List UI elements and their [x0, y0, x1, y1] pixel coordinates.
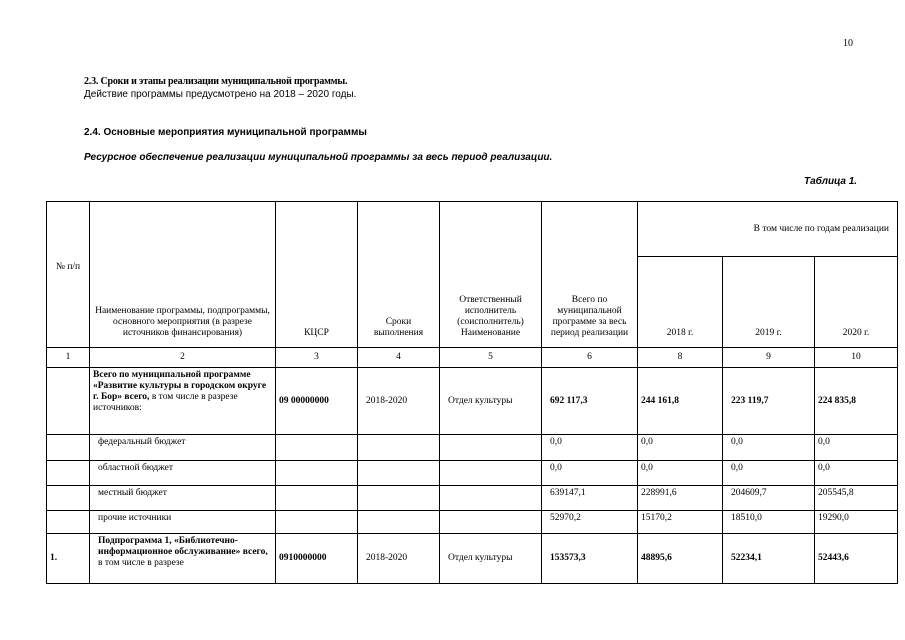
- header-name: Наименование программы, подпрограммы, основного мероприятия (в разрезе источников финансирования): [90, 202, 276, 348]
- table-row: [47, 461, 898, 486]
- row-responsible: [440, 486, 542, 511]
- row-total: 0,0: [542, 461, 638, 486]
- row-num: [47, 461, 90, 486]
- row-2020: 0,0: [815, 435, 898, 461]
- row-terms: [358, 435, 440, 461]
- row-kcsr: 09 00000000: [276, 368, 358, 435]
- column-number: 9: [723, 348, 815, 368]
- row-2020: 224 835,8: [815, 368, 898, 435]
- row-name: федеральный бюджет: [90, 435, 276, 461]
- column-number: 6: [542, 348, 638, 368]
- header-row: [47, 202, 898, 257]
- row-name-bold: Подпрограмма 1, «Библиотечно-информационное обслуживание» всего,: [98, 536, 268, 557]
- header-responsible: Ответственный исполнитель (соисполнитель) Наименование: [440, 202, 542, 348]
- column-number: 8: [638, 348, 723, 368]
- row-kcsr: [276, 461, 358, 486]
- row-responsible: [440, 511, 542, 534]
- row-terms: [358, 461, 440, 486]
- row-name-rest: в том числе в разрезе источников:: [93, 392, 238, 413]
- table-row: [47, 486, 898, 511]
- column-number: 2: [90, 348, 276, 368]
- column-number: 3: [276, 348, 358, 368]
- header-total: Всего по муниципальной программе за весь период реализации: [542, 202, 638, 348]
- page-number: 10: [843, 38, 853, 49]
- header-kcsr: КЦСР: [276, 202, 358, 348]
- row-2019: 223 119,7: [723, 368, 815, 435]
- row-2020: 205545,8: [815, 486, 898, 511]
- row-responsible: [440, 435, 542, 461]
- row-total: 0,0: [542, 435, 638, 461]
- row-name: местный бюджет: [90, 486, 276, 511]
- column-numbers-row: [47, 348, 898, 368]
- row-2018: 0,0: [638, 435, 723, 461]
- resource-caption: Ресурсное обеспечение реализации муниципальной программы за весь период реализации.: [84, 152, 553, 163]
- row-2018: 244 161,8: [638, 368, 723, 435]
- row-name-bold: Всего по муниципальной программе «Развитие культуры в городском округе г. Бор» всего,: [93, 370, 267, 402]
- column-number: 5: [440, 348, 542, 368]
- row-2020: 52443,6: [815, 534, 898, 584]
- row-2019: 0,0: [723, 435, 815, 461]
- row-responsible: Отдел культуры: [440, 534, 542, 584]
- table-row: [47, 368, 898, 435]
- row-terms: [358, 486, 440, 511]
- row-2019: 52234,1: [723, 534, 815, 584]
- row-total: 639147,1: [542, 486, 638, 511]
- row-name: [90, 534, 276, 584]
- resource-table: [46, 201, 898, 584]
- row-responsible: Отдел культуры: [440, 368, 542, 435]
- row-terms: [358, 511, 440, 534]
- row-2018: 48895,6: [638, 534, 723, 584]
- header-years-group: В том числе по годам реализации: [638, 202, 898, 257]
- section-2-4-heading: 2.4. Основные мероприятия муниципальной программы: [84, 127, 367, 138]
- row-2019: 0,0: [723, 461, 815, 486]
- row-num: 1.: [47, 534, 90, 584]
- row-kcsr: 0910000000: [276, 534, 358, 584]
- row-kcsr: [276, 435, 358, 461]
- table-row: [47, 534, 898, 584]
- row-name: [90, 368, 276, 435]
- row-2019: 204609,7: [723, 486, 815, 511]
- row-num: [47, 368, 90, 435]
- column-number: 1: [47, 348, 90, 368]
- row-2019: 18510,0: [723, 511, 815, 534]
- row-2020: 0,0: [815, 461, 898, 486]
- row-terms: 2018-2020: [358, 368, 440, 435]
- row-name: прочие источники: [90, 511, 276, 534]
- row-2018: 228991,6: [638, 486, 723, 511]
- row-2018: 0,0: [638, 461, 723, 486]
- section-2-3-heading: 2.3. Сроки и этапы реализации муниципальной программы.: [84, 76, 348, 87]
- column-number: 10: [815, 348, 898, 368]
- row-num: [47, 435, 90, 461]
- column-number: 4: [358, 348, 440, 368]
- row-total: 52970,2: [542, 511, 638, 534]
- header-year-2018: 2018 г.: [638, 257, 723, 348]
- table-row: [47, 511, 898, 534]
- header-year-2020: 2020 г.: [815, 257, 898, 348]
- header-num: № п/п: [47, 202, 90, 348]
- row-name: областной бюджет: [90, 461, 276, 486]
- row-terms: 2018-2020: [358, 534, 440, 584]
- row-2018: 15170,2: [638, 511, 723, 534]
- table-caption: Таблица 1.: [804, 176, 858, 187]
- row-2020: 19290,0: [815, 511, 898, 534]
- table-row: [47, 435, 898, 461]
- row-total: 153573,3: [542, 534, 638, 584]
- section-2-3-text: Действие программы предусмотрено на 2018 – 2020 годы.: [84, 89, 357, 100]
- header-year-2019: 2019 г.: [723, 257, 815, 348]
- row-name-rest: в том числе в разрезе: [98, 558, 184, 568]
- row-total: 692 117,3: [542, 368, 638, 435]
- header-terms: Сроки выполнения: [358, 202, 440, 348]
- row-kcsr: [276, 511, 358, 534]
- row-num: [47, 486, 90, 511]
- row-responsible: [440, 461, 542, 486]
- row-num: [47, 511, 90, 534]
- row-kcsr: [276, 486, 358, 511]
